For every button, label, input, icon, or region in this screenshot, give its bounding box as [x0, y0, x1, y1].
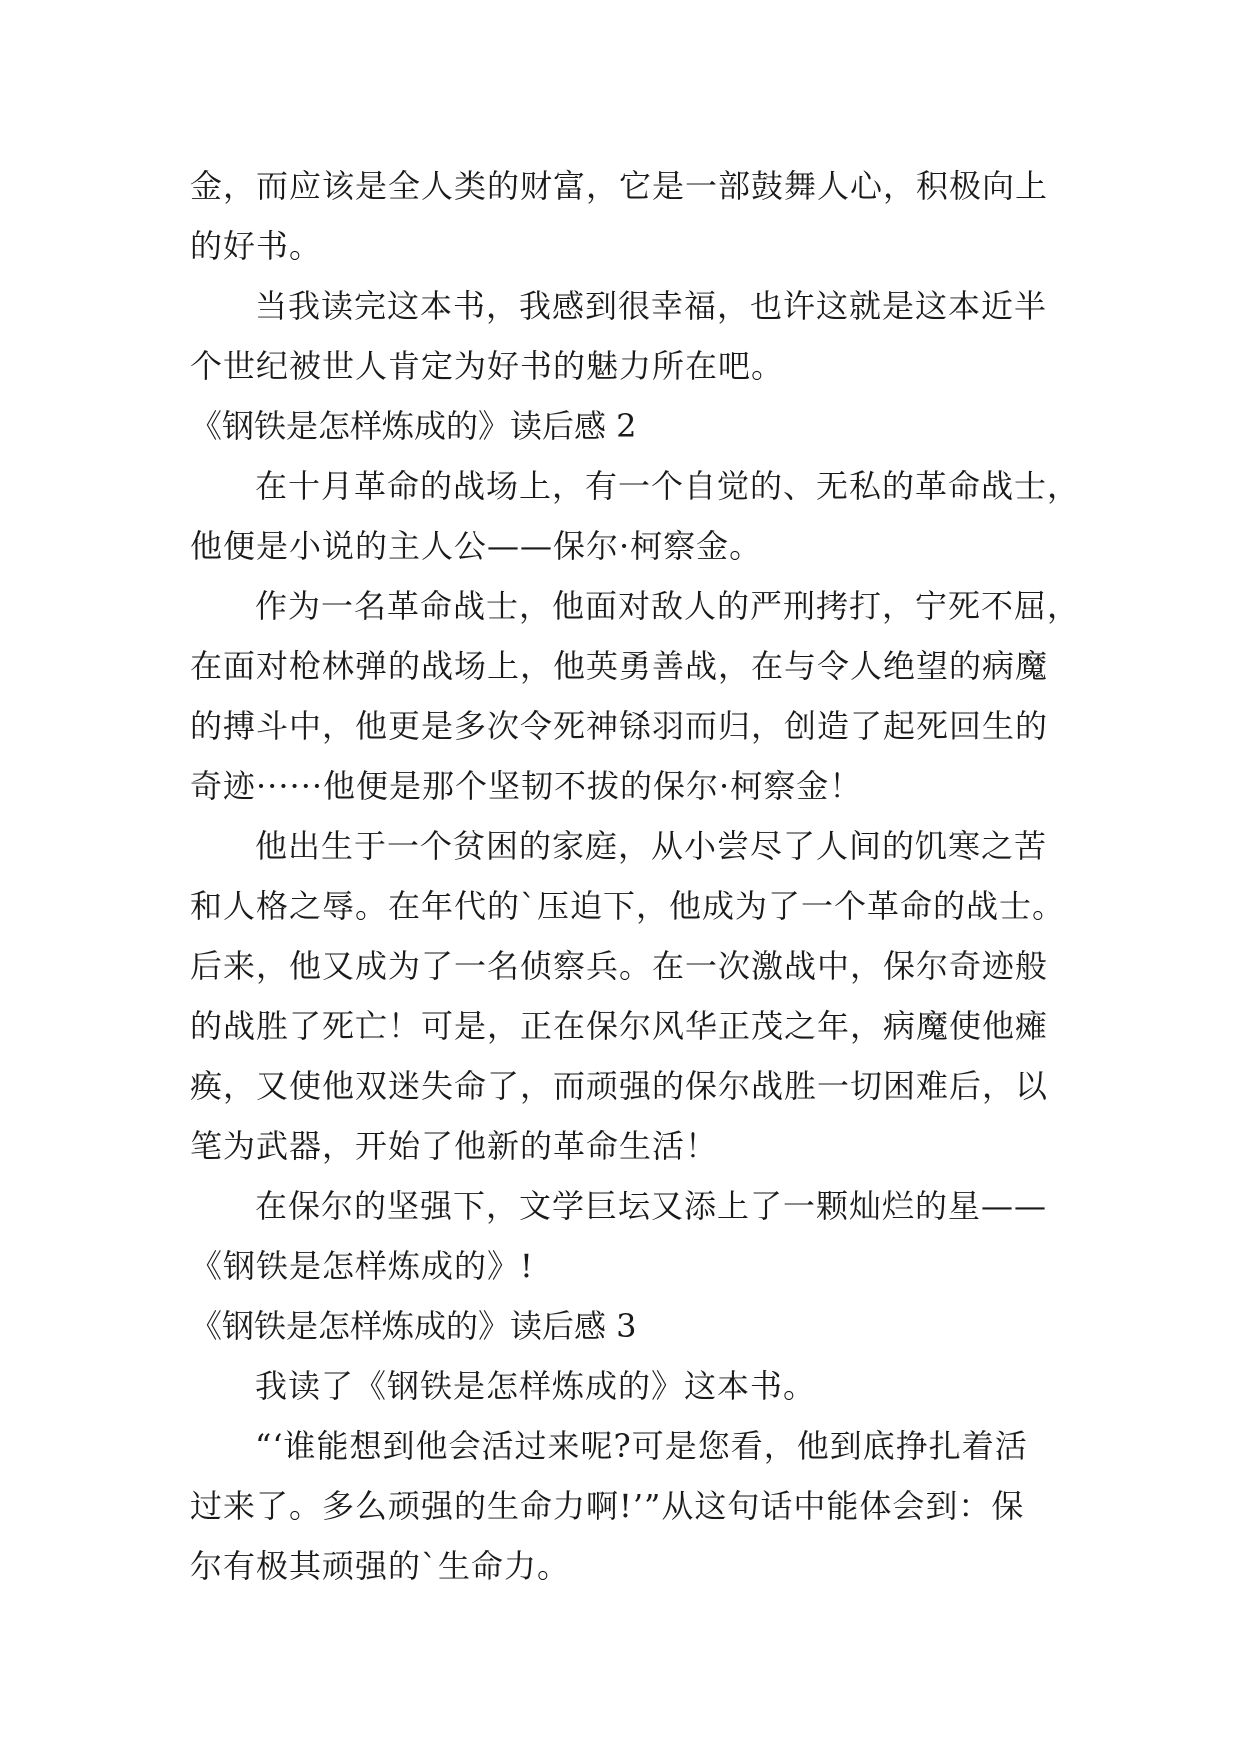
body-text-line: 的好书。 — [190, 227, 323, 265]
paragraph-first-line: 在保尔的坚强下，文学巨坛又添上了一颗灿烂的星—— — [255, 1187, 1048, 1225]
body-text-line: 尔有极其顽强的`生命力。 — [190, 1547, 571, 1585]
section-heading: 《钢铁是怎样炼成的》读后感 3 — [190, 1307, 637, 1345]
body-text-line: 《钢铁是怎样炼成的》! — [190, 1247, 534, 1285]
body-text-line: 笔为武器，开始了他新的革命生活！ — [190, 1127, 719, 1165]
body-text-line: 的战胜了死亡！可是，正在保尔风华正茂之年，病魔使他瘫 — [190, 1007, 1049, 1045]
body-text-line: 金，而应该是全人类的财富，它是一部鼓舞人心，积极向上 — [190, 167, 1049, 205]
paragraph-first-line: 他出生于一个贫困的家庭，从小尝尽了人间的饥寒之苦 — [255, 827, 1048, 865]
section-heading: 《钢铁是怎样炼成的》读后感 2 — [190, 407, 637, 445]
paragraph-first-line: “‘谁能想到他会活过来呢?可是您看，他到底挣扎着活 — [255, 1427, 1028, 1465]
paragraph-first-line: 我读了《钢铁是怎样炼成的》这本书。 — [255, 1367, 817, 1405]
body-text-line: 痪，又使他双迷失命了，而顽强的保尔战胜一切困难后，以 — [190, 1067, 1049, 1105]
paragraph-first-line: 当我读完这本书，我感到很幸福，也许这就是这本近半 — [255, 287, 1048, 325]
paragraph-first-line: 在十月革命的战场上，有一个自觉的、无私的革命战士， — [255, 467, 1081, 505]
body-text-line: 后来，他又成为了一名侦察兵。在一次激战中，保尔奇迹般 — [190, 947, 1049, 985]
body-text-line: 的搏斗中，他更是多次令死神铩羽而归，创造了起死回生的 — [190, 707, 1049, 745]
body-text-line: 个世纪被世人肯定为好书的魅力所在吧。 — [190, 347, 785, 385]
paragraph-first-line: 作为一名革命战士，他面对敌人的严刑拷打，宁死不屈， — [255, 587, 1081, 625]
body-text-line: 和人格之辱。在年代的`压迫下，他成为了一个革命的战士。 — [190, 887, 1066, 925]
body-text-line: 过来了。多么顽强的生命力啊!’”从这句话中能体会到：保 — [190, 1487, 1025, 1525]
body-text-line: 奇迹······他便是那个坚韧不拔的保尔·柯察金！ — [190, 767, 863, 805]
body-text-line: 他便是小说的主人公——保尔·柯察金。 — [190, 527, 763, 565]
body-text-line: 在面对枪林弹的战场上，他英勇善战，在与令人绝望的病魔 — [190, 647, 1049, 685]
